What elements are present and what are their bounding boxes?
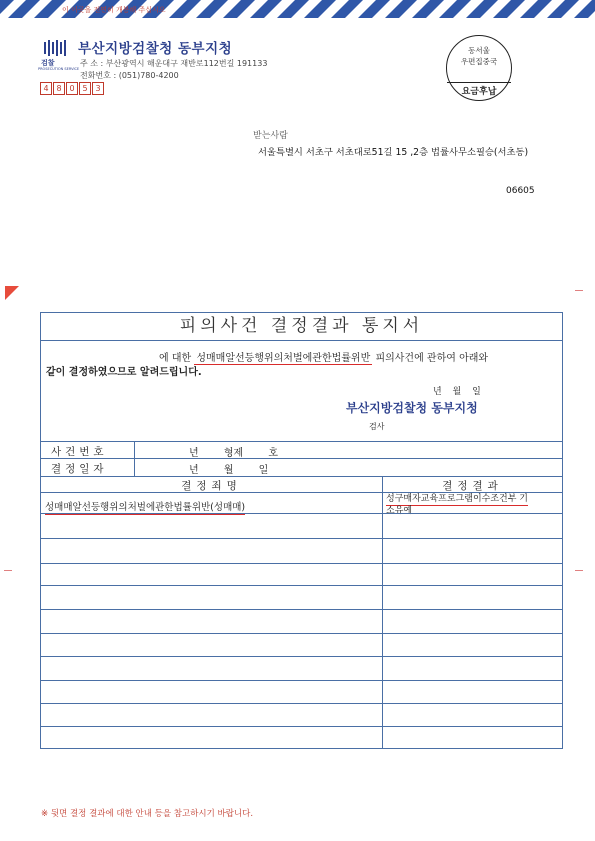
intro-line-1 xyxy=(159,349,488,365)
form-title: 피의사건 결정결과 통지서 xyxy=(41,313,562,341)
intro-suffix: 피의사건에 관하여 아래와 xyxy=(375,353,489,364)
table-row-divider xyxy=(41,563,562,564)
prosecution-logo-icon xyxy=(44,40,68,56)
logo-wordmark: 검찰 xyxy=(41,59,55,67)
table-row-divider xyxy=(41,538,562,539)
sender-phone: 전화번호 : (051)780-4200 xyxy=(80,71,179,80)
back-side-footnote: ※ 뒷면 결정 결과에 대한 안내 등을 참고하시기 바랍니다. xyxy=(41,809,254,819)
col-divider xyxy=(134,441,135,476)
issuing-office: 부산지방검찰청 동부지청 xyxy=(346,401,478,415)
postal-digit: 0 xyxy=(66,82,78,95)
issue-date: 년 월 일 xyxy=(433,387,481,397)
fold-corner-mark xyxy=(5,286,19,300)
decision-result-line-1: 성구매자교육프로그램이수조건부 기 xyxy=(386,494,528,504)
stamp-divider xyxy=(447,82,511,83)
logo-subtitle: PROSECUTION SERVICE xyxy=(38,67,80,71)
decided-offense: 성매매알선등행위의처벌에관한법률위반(성매매) xyxy=(45,499,245,515)
column-header-offense: 결정죄명 xyxy=(181,480,242,492)
table-row-divider xyxy=(41,609,562,610)
address-value: 부산광역시 해운대구 재반로112번길 191133 xyxy=(105,59,268,68)
decision-date-label: 결정일자 xyxy=(51,463,108,475)
stamp-center: 우편집중국 xyxy=(460,57,498,66)
table-row-divider xyxy=(41,703,562,704)
postal-digit: 3 xyxy=(92,82,104,95)
column-header-result: 결정결과 xyxy=(442,480,503,492)
prosecutor-label: 검사 xyxy=(369,422,385,431)
fold-mark xyxy=(4,570,12,571)
fold-mark xyxy=(575,570,583,571)
postal-digit: 4 xyxy=(40,82,52,95)
tel-label: 전화번호 xyxy=(80,71,111,80)
postal-digit: 8 xyxy=(53,82,65,95)
table-row-divider xyxy=(41,680,562,681)
postage-stamp xyxy=(446,35,512,101)
address-label: 주 소 xyxy=(80,59,98,68)
case-number-value: 년 형제 호 xyxy=(189,448,278,459)
sender-org-name: 부산지방검찰청 동부지청 xyxy=(78,41,233,57)
decision-date-value: 년 월 일 xyxy=(189,465,269,476)
table-row-divider xyxy=(41,656,562,657)
sender-postal-code xyxy=(40,82,104,95)
tel-value: (051)780-4200 xyxy=(118,71,179,80)
postal-digit: 5 xyxy=(79,82,91,95)
table-row-divider xyxy=(41,585,562,586)
case-number-label: 사건번호 xyxy=(51,446,108,458)
sender-address: 주 소 : 부산광역시 해운대구 재반로112번길 191133 xyxy=(80,59,268,68)
table-row-divider xyxy=(41,726,562,727)
intro-line-2: 같이 결정하였으므로 알려드립니다. xyxy=(46,367,202,378)
stamp-city: 동서울 xyxy=(468,46,490,55)
row-divider xyxy=(41,441,562,442)
row-divider xyxy=(41,458,562,459)
stamp-postage-paid: 요금후납 xyxy=(461,87,497,97)
decision-result-line-2: 소유예 xyxy=(386,506,413,516)
result-column-divider xyxy=(382,476,383,748)
notice-form xyxy=(40,312,563,749)
table-row-divider xyxy=(41,633,562,634)
recipient-address: 서울특별시 서초구 서초대로51길 15 ,2층 법률사무소필승(서초동) xyxy=(258,147,529,158)
intro-prefix: 에 대한 xyxy=(159,353,192,364)
row-divider xyxy=(41,476,562,477)
open-here-notice: 이 이곳을 전면히 개봉해 주십시오 xyxy=(62,6,166,14)
recipient-zip: 06605 xyxy=(506,186,535,196)
recipient-label: 받는사람 xyxy=(253,131,288,141)
offense-name-underlined: 성매매알선등행위의처벌에관한법률위반 xyxy=(194,349,372,365)
table-row-divider xyxy=(41,513,562,514)
fold-mark xyxy=(575,290,583,291)
